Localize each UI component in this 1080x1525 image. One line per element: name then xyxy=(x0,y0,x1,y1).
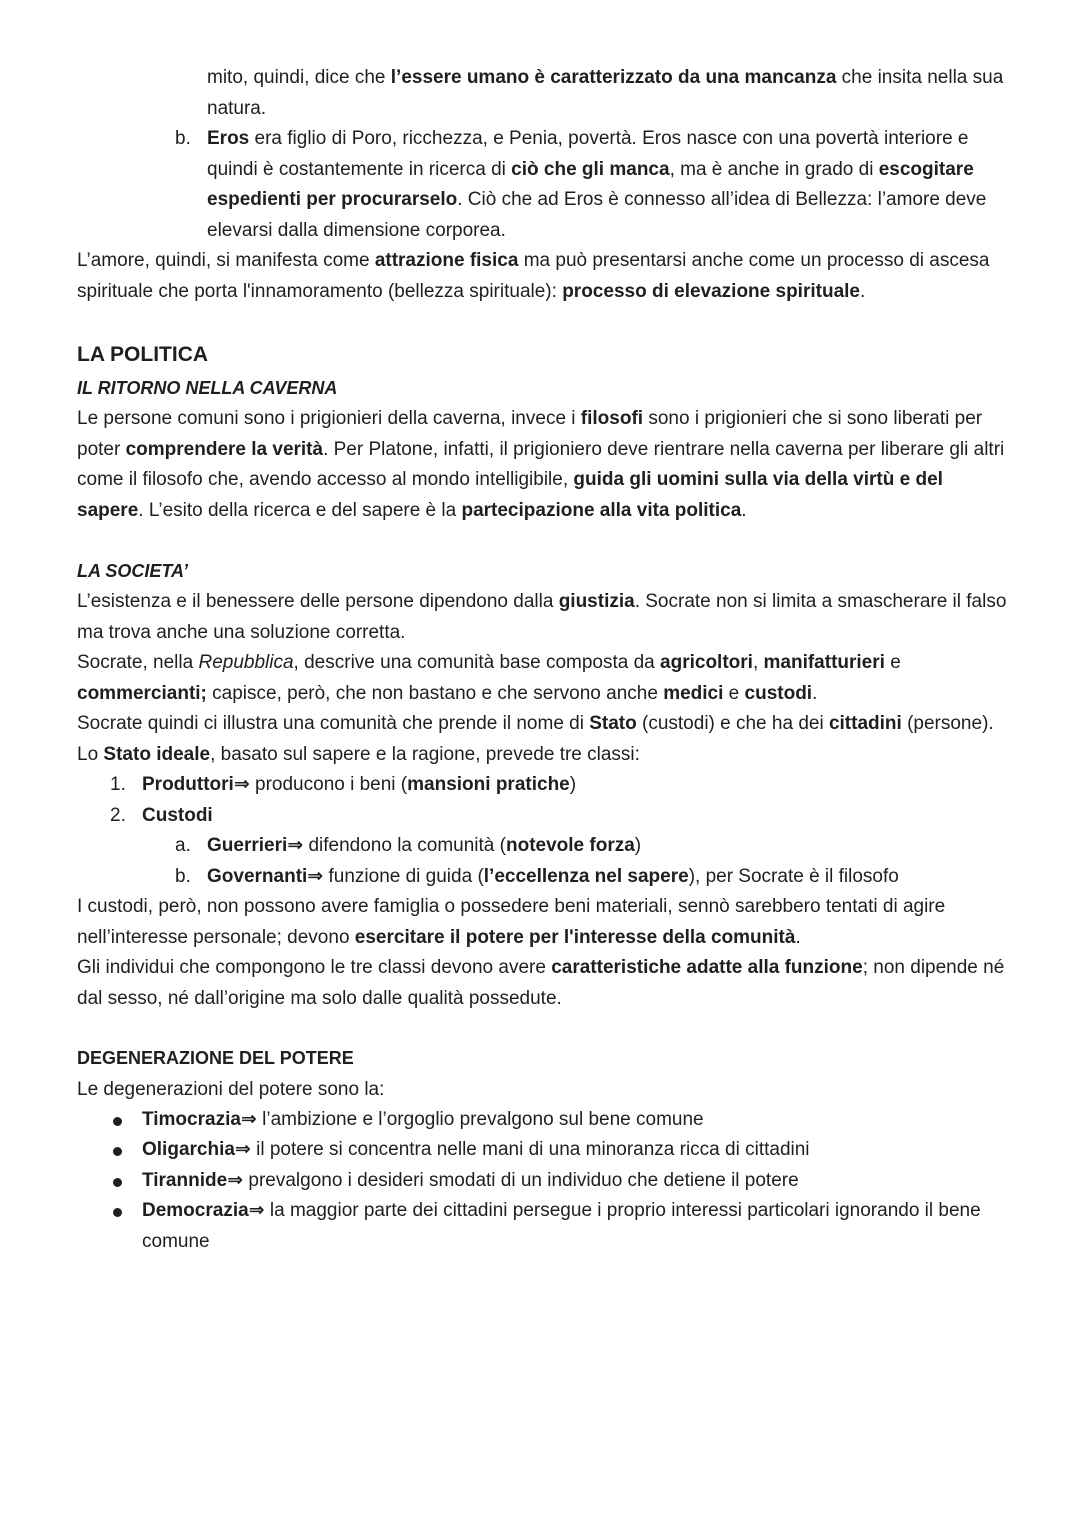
list-item-guerrieri: Guerrieri⇒ difendono la comunità (notevole forza) xyxy=(207,835,642,856)
bullet-icon xyxy=(113,1147,122,1156)
societa-paragraph-2: Socrate, nella Repubblica, descrive una comunità base composta da agricoltori, manifatturieri e commercianti; capisce, però, che non bastano e che servono anche medici e custodi. xyxy=(77,652,901,704)
list-item-governanti: Governanti⇒ funzione di guida (l’eccellenza nel sapere), per Socrate è il filosofo xyxy=(207,866,899,887)
list-marker-1: 1. xyxy=(110,774,126,795)
list-item-custodi: Custodi xyxy=(142,805,213,826)
list-item-timocrazia: Timocrazia⇒ l’ambizione e l’orgoglio prevalgono sul bene comune xyxy=(142,1109,704,1130)
societa-paragraph-4: I custodi, però, non possono avere famiglia o possedere beni materiali, sennò sarebbero tentati di agire nell’interesse personale; devono esercitare il potere per l'interesse della comunità. xyxy=(77,896,946,948)
list-marker-b: b. xyxy=(175,128,191,149)
list-item-produttori: Produttori⇒ producono i beni (mansioni pratiche) xyxy=(142,774,577,795)
degenerazione-intro: Le degenerazioni del potere sono la: xyxy=(77,1079,385,1100)
list-marker-a: a. xyxy=(175,835,191,856)
bullet-icon xyxy=(113,1117,122,1126)
bullet-icon xyxy=(113,1208,122,1217)
societa-paragraph-1: L’esistenza e il benessere delle persone dipendono dalla giustizia. Socrate non si limita a smascherare il falso ma trova anche una soluzione corretta. xyxy=(77,591,1007,643)
societa-paragraph-3: Socrate quindi ci illustra una comunità che prende il nome di Stato (custodi) e che ha dei cittadini (persone). Lo Stato ideale, basato sul sapere e la ragione, prevede tre classi: xyxy=(77,713,994,765)
list-marker-2: 2. xyxy=(110,805,126,826)
eros-item-b: Eros era figlio di Poro, ricchezza, e Penia, povertà. Eros nasce con una povertà interiore e quindi è costantemente in ricerca di ciò che gli manca, ma è anche in grado di escogitare espedienti per procurarselo. Ciò che ad Eros è connesso all’idea di Bellezza: l’amore deve elevarsi dalla dimensione corporea. xyxy=(207,128,987,241)
list-item-democrazia: Democrazia⇒ la maggior parte dei cittadini persegue i proprio interessi particolari ignorando il bene comune xyxy=(142,1200,981,1252)
list-item-tirannide: Tirannide⇒ prevalgono i desideri smodati di un individuo che detiene il potere xyxy=(142,1170,799,1191)
bullet-icon xyxy=(113,1178,122,1187)
list-marker-b2: b. xyxy=(175,866,191,887)
subheading-ritorno: IL RITORNO NELLA CAVERNA xyxy=(77,378,338,398)
love-paragraph: L’amore, quindi, si manifesta come attrazione fisica ma può presentarsi anche come un processo di ascesa spirituale che porta l'innamoramento (bellezza spirituale): processo di elevazione spirituale. xyxy=(77,250,990,302)
subheading-societa: LA SOCIETA’ xyxy=(77,561,189,581)
list-item-oligarchia: Oligarchia⇒ il potere si concentra nelle mani di una minoranza ricca di cittadini xyxy=(142,1139,810,1160)
subheading-degenerazione: DEGENERAZIONE DEL POTERE xyxy=(77,1048,354,1068)
heading-politica: LA POLITICA xyxy=(77,343,209,366)
eros-item-a-continuation: mito, quindi, dice che l’essere umano è caratterizzato da una mancanza che insita nella sua natura. xyxy=(207,67,1004,119)
societa-paragraph-5: Gli individui che compongono le tre classi devono avere caratteristiche adatte alla funzione; non dipende né dal sesso, né dall’origine ma solo dalle qualità possedute. xyxy=(77,957,1005,1009)
ritorno-paragraph: Le persone comuni sono i prigionieri della caverna, invece i filosofi sono i prigionieri che si sono liberati per poter comprendere la verità. Per Platone, infatti, il prigioniero deve rientrare nella caverna per liberare gli altri come il filosofo che, avendo accesso al mondo intelligibile, guida gli uomini sulla via della virtù e del sapere. L’esito della ricerca e del sapere è la partecipazione alla vita politica. xyxy=(77,408,1005,521)
